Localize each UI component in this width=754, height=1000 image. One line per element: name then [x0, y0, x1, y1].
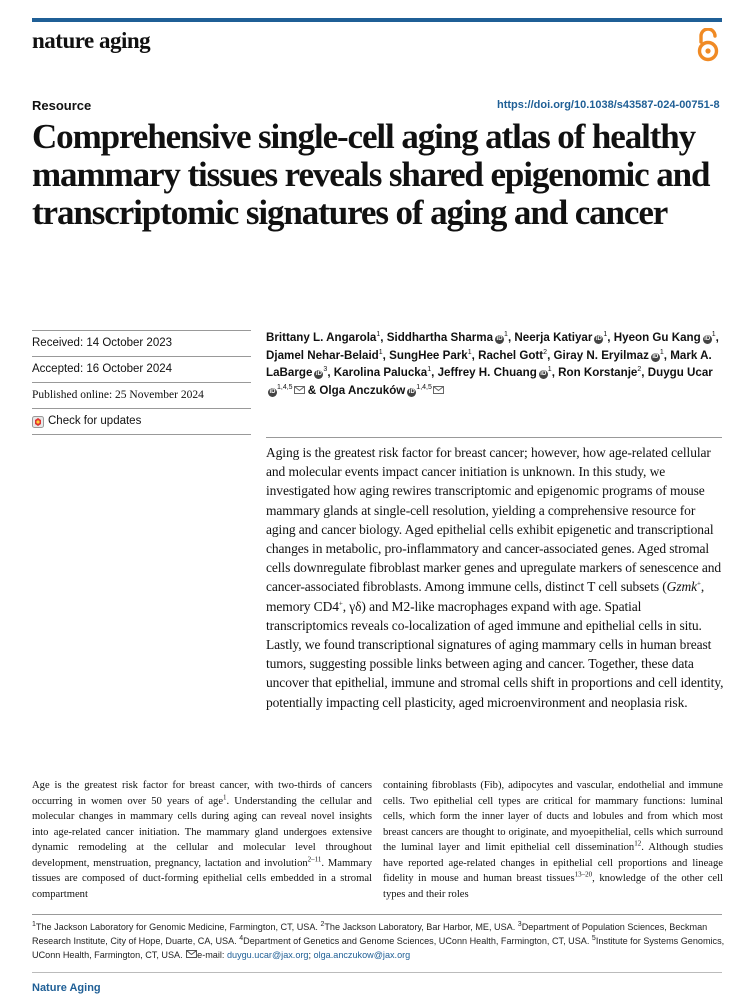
- check-for-updates-button[interactable]: [32, 408, 251, 435]
- author-name[interactable]: Neerja Katiyar: [514, 331, 593, 344]
- sup-plus-1: +: [697, 579, 701, 588]
- author-affiliation: 1: [467, 348, 472, 356]
- journal-logo[interactable]: nature aging: [32, 28, 151, 53]
- author-affiliation: 2: [637, 366, 642, 374]
- affiliation-mark: 5: [591, 935, 596, 943]
- body-text: Age is the greatest risk factor for breast cancer, with two-thirds of cancers occurring in women over 50 years of age: [32, 780, 372, 807]
- author-separator: ,: [380, 331, 387, 344]
- author-name[interactable]: Jeffrey H. Chuang: [437, 366, 537, 379]
- abstract: [266, 443, 724, 712]
- author-list: [266, 329, 722, 399]
- body-text: . Mammary tissues are composed of duct-forming epithelial cells embedded in a stromal compartment: [32, 857, 372, 900]
- orcid-icon[interactable]: iD: [652, 353, 659, 360]
- author-affiliation: 1: [547, 366, 552, 374]
- author-separator: ,: [641, 366, 648, 379]
- author-separator: ,: [327, 366, 334, 379]
- body-text: containing fibroblasts (Fib), adipocytes and vascular, endothelial and immune cells. Two epithelial cell types are critical for mammary functions: luminal cells, which form the inner layer of ducts and lobules and from which most breast cancers are thought to originate, and myoepithelial, cells which surround the luminal layer and limit epithelial cell dissemination: [383, 780, 723, 853]
- author-affiliation: 1: [659, 348, 664, 356]
- author-affiliation: 1: [711, 331, 716, 339]
- body-column-right: [383, 778, 723, 902]
- affiliation-mark: 4: [239, 935, 244, 943]
- email-separator: ;: [308, 950, 314, 961]
- accepted-date: Accepted: 16 October 2024: [32, 356, 251, 382]
- author-affiliation: 1,4,5: [416, 383, 432, 391]
- author-separator: ,: [607, 331, 614, 344]
- abstract-text-3: , γδ) and M2-like macrophages expand with age. Spatial transcriptomics reveals co-localization of aged immune and epithelial cells in situ. Lastly, we found transcriptional signatures of aging mammary cells in human breast tumors, suggesting possible links between aging and cancer. Together, these data uncover that epithelial, immune and stromal cells shift in proportions and cell identity, potentially impacting cell plasticity, aged microenvironment and neoplasia risk.: [266, 598, 724, 710]
- check-updates-icon: [32, 416, 44, 428]
- author-name[interactable]: Djamel Nehar-Belaid: [266, 348, 379, 362]
- footer-rule: [32, 972, 722, 973]
- published-date: Published online: 25 November 2024: [32, 382, 251, 408]
- citation-ref[interactable]: 2–11: [307, 854, 322, 863]
- author-name[interactable]: Rachel Gott: [478, 348, 544, 362]
- open-access-icon: [696, 28, 720, 62]
- author-separator: ,: [547, 348, 554, 362]
- check-updates-label: Check for updates: [48, 415, 142, 427]
- author-affiliation: 1: [504, 331, 508, 339]
- sup-plus-2: +: [338, 599, 343, 608]
- abstract-text-2: , memory CD4: [266, 579, 705, 614]
- header-rule: [32, 18, 722, 22]
- author-affiliation: 1,4,5: [277, 383, 293, 391]
- email-icon[interactable]: [433, 386, 444, 394]
- gene-gzmk: Gzmk: [666, 579, 698, 595]
- orcid-icon[interactable]: iD: [704, 336, 711, 342]
- author-name[interactable]: Giray N. Eryilmaz: [553, 348, 649, 362]
- author-name[interactable]: Duygu Ucar: [647, 366, 713, 379]
- author-separator: ,: [471, 348, 479, 362]
- doi-link[interactable]: https://doi.org/10.1038/s43587-024-00751-8: [497, 99, 720, 111]
- orcid-icon[interactable]: iD: [408, 388, 415, 395]
- author-name[interactable]: Hyeon Gu Kang: [613, 331, 701, 344]
- author-name[interactable]: Ron Korstanje: [558, 366, 638, 379]
- affiliation-mark: 1: [32, 920, 36, 928]
- affiliation-2: The Jackson Laboratory, Bar Harbor, ME, USA.: [324, 922, 518, 932]
- orcid-icon[interactable]: iD: [269, 388, 276, 395]
- author-separator: ,: [663, 348, 671, 362]
- author-affiliation: 1: [378, 348, 383, 356]
- body-text: , knowledge of the other cell types and their roles: [383, 873, 723, 900]
- affiliations-footnote: [32, 920, 727, 963]
- email-label: e-mail:: [197, 950, 227, 961]
- abstract-text-1: Aging is the greatest risk factor for breast cancer; however, how age-related cellular and molecular events impact cancer initiation is unknown. In this study, we investigated how aging rewires transcriptomic and epigenomic programs of mouse mammary glands at single-cell resolution, yielding a comprehensive resource for aging and cancer biology. Aged epithelial cells exhibit epigenetic and transcriptional changes in metabolic, pro-inflammatory and cancer-associated genes. Aged stromal cells downregulate fibroblast marker genes and upregulate markers of senescence and cancer-associated fibroblasts. Among immune cells, distinct T cell subsets (: [266, 445, 722, 595]
- footer-journal-name[interactable]: Nature Aging: [32, 982, 101, 994]
- author-separator: ,: [715, 331, 719, 344]
- author-separator: ,: [382, 348, 390, 362]
- author-name[interactable]: Brittany L. Angarola: [266, 331, 377, 344]
- email-link-anczukow[interactable]: olga.anczukow@jax.org: [313, 950, 411, 961]
- affiliation-mark: 3: [517, 920, 522, 928]
- author-affiliation: 1: [376, 331, 381, 339]
- author-name[interactable]: Mark A. LaBarge: [266, 348, 712, 379]
- orcid-icon[interactable]: iD: [595, 336, 602, 342]
- author-affiliation: 2: [543, 348, 548, 356]
- author-name[interactable]: Karolina Palucka: [333, 366, 428, 379]
- author-affiliation: 1: [603, 331, 608, 339]
- body-column-left: [32, 778, 372, 902]
- author-affiliation: 3: [323, 366, 328, 374]
- article-type: Resource: [32, 98, 92, 113]
- article-dates: [32, 330, 251, 435]
- affiliation-1: The Jackson Laboratory for Genomic Medicine, Farmington, CT, USA.: [35, 922, 321, 932]
- body-text: . Understanding the cellular and molecular changes in mammary cells during aging can reveal novel insights into age-related cancer initiation. The mammary gland undergoes extensive dynamic remodeling at the cellular and molecular level throughout development, menstruation, pregnancy, lactation and involution: [32, 795, 372, 869]
- author-separator: ,: [431, 366, 438, 379]
- affiliation-4: Department of Genetics and Genome Sciences, UConn Health, Farmington, CT, USA.: [243, 936, 592, 947]
- citation-ref[interactable]: 13–20: [574, 870, 593, 879]
- citation-ref[interactable]: 1: [223, 792, 227, 801]
- affiliation-mark: 2: [320, 920, 325, 928]
- received-date: Received: 14 October 2023: [32, 330, 251, 356]
- author-separator: ,: [551, 366, 559, 379]
- affiliation-5: Institute for Systems Genomics, UConn Health, Farmington, CT, USA.: [32, 936, 725, 961]
- body-text: . Although studies have reported age-related changes in epithelial cell proportions and lineage fidelity in mouse and human breast tissues: [383, 842, 723, 884]
- email-icon[interactable]: [294, 386, 305, 394]
- footnote-rule: [32, 914, 722, 915]
- author-affiliation: 1: [427, 366, 432, 374]
- author-name[interactable]: Siddhartha Sharma: [386, 331, 494, 344]
- email-icon: [186, 950, 197, 958]
- citation-ref[interactable]: 12: [634, 839, 642, 848]
- orcid-icon[interactable]: iD: [496, 336, 503, 342]
- author-separator: &: [304, 383, 320, 397]
- email-link-ucar[interactable]: duygu.ucar@jax.org: [226, 950, 309, 961]
- abstract-rule: [266, 437, 722, 438]
- author-name[interactable]: Olga Anczuków: [319, 383, 406, 397]
- article-title: Comprehensive single-cell aging atlas of healthy mammary tissues reveals shared epigenomic and transcriptomic signatures of aging and cancer: [32, 117, 710, 232]
- affiliation-3: Department of Population Sciences, Beckman Research Institute, City of Hope, Duarte, CA, USA.: [32, 922, 708, 947]
- author-separator: ,: [507, 331, 515, 344]
- author-name[interactable]: SungHee Park: [389, 348, 468, 362]
- orcid-icon[interactable]: iD: [540, 371, 547, 377]
- orcid-icon[interactable]: iD: [315, 371, 322, 377]
